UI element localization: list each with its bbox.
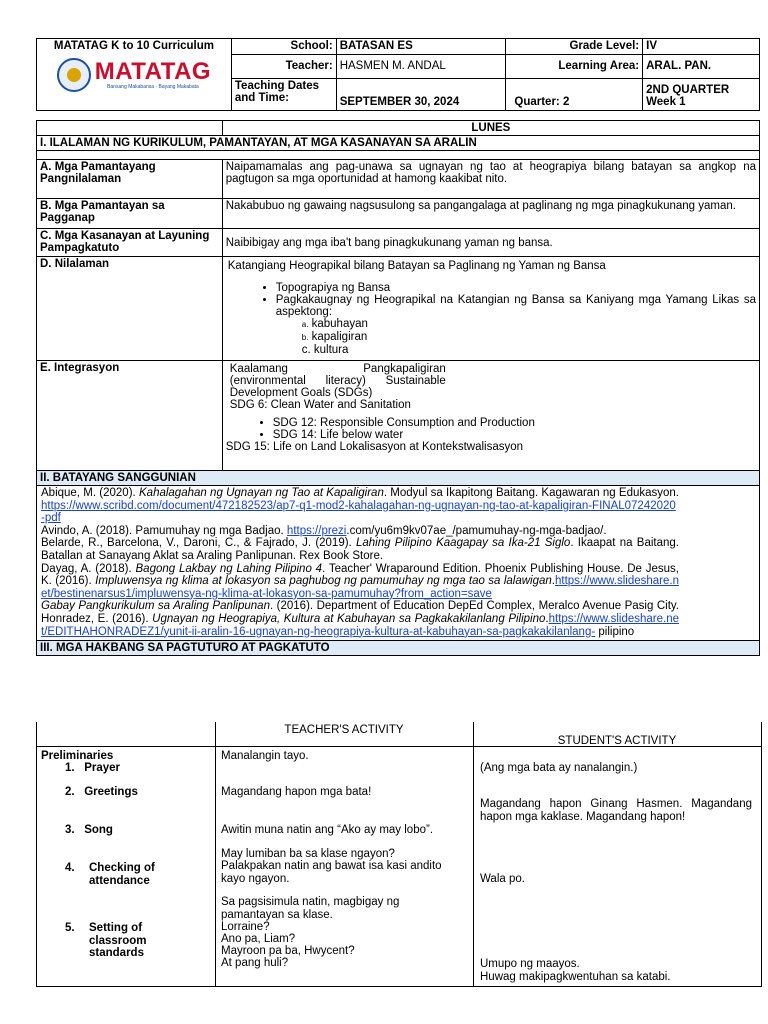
e-sdg6: SDG 6: Clean Water and Sanitation	[229, 399, 411, 411]
student-activity-heading: STUDENT'S ACTIVITY	[557, 735, 677, 747]
spacer-row	[37, 151, 760, 160]
list-item: • Pagkakaugnay ng Heograpikal na Katangian ng Bansa sa Kaniyang mga Yamang Likas sa aspektong:	[276, 294, 756, 318]
step-song: 3. Song	[65, 824, 113, 836]
section-1-heading: I. ILALAMAN NG KURIKULUM, PAMANTAYAN, AT MGA KASANAYAN SA ARALIN	[37, 136, 760, 151]
header-table	[36, 38, 760, 111]
d-sublist	[226, 318, 756, 356]
matatag-logo-text: MATATAG	[94, 58, 212, 85]
grade-label: Grade Level:	[506, 39, 643, 55]
matatag-logo	[40, 58, 228, 92]
teacher-line: At pang huli?	[221, 957, 289, 969]
deped-seal-icon	[57, 58, 91, 92]
curriculum-title: MATATAG K to 10 Curriculum	[53, 40, 215, 52]
area-label: Learning Area:	[506, 54, 643, 78]
quarter-label: Quarter: 2	[506, 78, 643, 110]
dates-label: Teaching Dates and Time:	[231, 78, 336, 110]
sub-item: c. kultura	[301, 344, 349, 356]
step-greetings: 2. Greetings	[65, 786, 138, 798]
step-standards: 5. Setting of classroom standards	[65, 922, 147, 959]
a-text: Naipamamalas ang pag-unawa sa ugnayan ng tao at heograpiya bilang batayan sa angkop na pagtugon sa mga oportunidad at hamong kaakibat nito.	[222, 160, 759, 199]
teacher-line: Palakpakan natin ang bawat isa kasi andito kayo ngayon.	[221, 860, 442, 885]
teacher-line: Sa pagsisimula natin, magbigay ng pamantayan sa klase.	[221, 896, 400, 921]
reference-link[interactable]: https://prezi	[286, 524, 347, 537]
teacher-line: Awitin muna natin ang “Ako ay may lobo”.	[221, 824, 434, 836]
teacher-line: Mayroon pa ba, Hwycent?	[221, 945, 355, 957]
reference-link[interactable]: https://www.slideshare.net/EDITHAHONRADEZ1/yunit-ii-aralin-16-ugnayan-ng-heograpiya-kultura-at-kabuhayan-sa-pagkakakilanlang-	[41, 612, 680, 638]
teacher-line: Manalangin tayo.	[221, 750, 309, 762]
curriculum-cell	[37, 39, 232, 111]
blank-cell	[37, 121, 223, 136]
reference-link[interactable]: https://www.slideshare.net/bestinenarsus1/impluwensya-ng-klima-at-lokasyon-sa-pamumuhay?from_action=save	[41, 575, 679, 600]
sub-item: kapaligiran	[311, 331, 368, 343]
reference-1: Abique, M. (2020). Kahalagahan ng Ugnayan ng Tao at Kapaligiran. Modyul sa Ikapitong Baitang. Kagawaran ng Edukasyon. https://www.scribd.com/document/472182523/ap7-q1-mod2-kahalagahan-ng-ugnayan-ng-tao-at-kapaligiran-FINAL07242020-pdf	[41, 487, 679, 525]
sub-item: kabuhayan	[311, 318, 368, 330]
section-3-heading: III. MGA HAKBANG SA PAGTUTURO AT PAGKATUTO	[37, 641, 760, 656]
student-line: Magandang hapon Ginang Hasmen. Magandang hapon mga kaklase. Magandang hapon!	[480, 798, 752, 823]
teacher-line: Lorraine?	[221, 921, 270, 933]
a-label: A. Mga Pamantayang Pangnilalaman	[37, 160, 223, 199]
e-label: E. Integrasyon	[37, 361, 223, 471]
date-value: SEPTEMBER 30, 2024	[336, 78, 506, 110]
d-label: D. Nilalaman	[37, 257, 223, 361]
school-label: School:	[231, 39, 336, 55]
procedure-table	[36, 722, 762, 987]
list-item: • SDG 14: Life below water	[273, 429, 756, 441]
student-line: Umupo ng maayos.	[480, 958, 580, 970]
e-content	[222, 361, 759, 471]
d-list	[226, 282, 756, 318]
references-cell	[37, 486, 760, 641]
student-line: Wala po.	[480, 873, 525, 885]
e-list	[226, 417, 756, 441]
e-literacy: Kaalamang Pangkapaligiran (environmental literacy) Sustainable Development Goals (SDGs)	[229, 363, 446, 399]
teacher-label: Teacher:	[231, 54, 336, 78]
school-value: BATASAN ES	[336, 39, 506, 55]
teacher-activity-heading: TEACHER'S ACTIVITY	[284, 724, 404, 736]
b-text: Nakabubuo ng gawaing nagsusulong sa pangangalaga at paglinang ng mga pinagkukunang yaman.	[222, 199, 759, 229]
section-2-heading: II. BATAYANG SANGGUNIAN	[37, 471, 760, 486]
grade-value: IV	[643, 39, 760, 55]
reference-2: Avindo, A. (2018). Pamumuhay ng mga Badjao. https://prezi.com/yu6m9kv07ae_/pamumuhay-ng-mga-badjao/.	[41, 524, 607, 537]
d-title: Katangiang Heograpikal bilang Batayan sa Paglinang ng Yaman ng Bansa	[227, 260, 606, 272]
lesson-plan-table	[36, 120, 760, 656]
sub-mark: a.	[301, 320, 309, 329]
e-sdg15: SDG 15: Life on Land Lokalisasyon at Kontekstwalisasyon	[225, 441, 524, 453]
step-prayer: 1. Prayer	[65, 762, 120, 774]
area-value: ARAL. PAN.	[643, 54, 760, 78]
preliminaries-label: Preliminaries	[41, 750, 114, 762]
teacher-line: Ano pa, Liam?	[221, 933, 296, 945]
d-content	[222, 257, 759, 361]
matatag-tagline: Bansang Makabansa · Bayang Makabata	[107, 84, 199, 90]
teacher-value: HASMEN M. ANDAL	[336, 54, 506, 78]
reference-5: Gabay Pangkurikulum sa Araling Panlipunan. (2016). Department of Education DepEd Complex, Meralco Avenue Pasig City. Honradez, E. (2016). Ugnayan ng Heograpiya, Kultura at Kabuhayan sa Pagkakakilanlang Pilipino.https://www.slideshare.net/EDITHAHONRADEZ1/yunit-ii-aralin-16-ugnayan-ng-heograpiya-kultura-at-kabuhayan-sa-pagkakakilanlang- pilipino	[41, 600, 680, 638]
list-item: • Topograpiya ng Bansa	[276, 282, 756, 294]
step-attendance: 4. Checking of attendance	[65, 862, 155, 887]
student-line: Huwag makipagkwentuhan sa katabi.	[480, 971, 671, 983]
c-text: Naibibigay ang mga iba't bang pinagkukunang yaman ng bansa.	[222, 229, 759, 257]
teacher-line: Magandang hapon mga bata!	[221, 786, 372, 798]
day-heading: LUNES	[222, 121, 759, 136]
student-line: (Ang mga bata ay nanalangin.)	[480, 762, 638, 774]
b-label: B. Mga Pamantayan sa Pagganap	[37, 199, 223, 229]
reference-3: Belarde, R., Barcelona, V., Daroni, C., & Fajrado, J. (2019). Lahing Pilipino Kaagapay sa Ika-21 Siglo. Ikaapat na Baitang. Batallan at Sanayang Aklat sa Araling Panlipunan. Rex Book Store.	[41, 537, 679, 562]
c-label: C. Mga Kasanayan at Layuning Pampagkatuto	[37, 229, 223, 257]
teacher-line: May lumiban ba sa klase ngayon?	[221, 848, 395, 860]
sub-mark: b.	[301, 333, 309, 342]
reference-link[interactable]: https://www.scribd.com/document/472182523/ap7-q1-mod2-kahalagahan-ng-ugnayan-ng-tao-at-kapaligiran-FINAL07242020-pdf	[41, 499, 676, 525]
reference-4: Dayag, A. (2018). Bagong Lakbay ng Lahing Pilipino 4. Teacher' Wraparound Edition. Phoenix Publishing House. De Jesus, K. (2016). Impluwensya ng klima at lokasyon sa paghubog ng pamumuhay ng mga tao sa lalawigan.https://www.slideshare.net/bestinenarsus1/impluwensya-ng-klima-at-lokasyon-sa-pamumuhay?from_action=save	[41, 562, 679, 600]
list-item: • SDG 12: Responsible Consumption and Production	[273, 417, 756, 429]
quarter-value: 2ND QUARTER Week 1	[643, 78, 760, 110]
